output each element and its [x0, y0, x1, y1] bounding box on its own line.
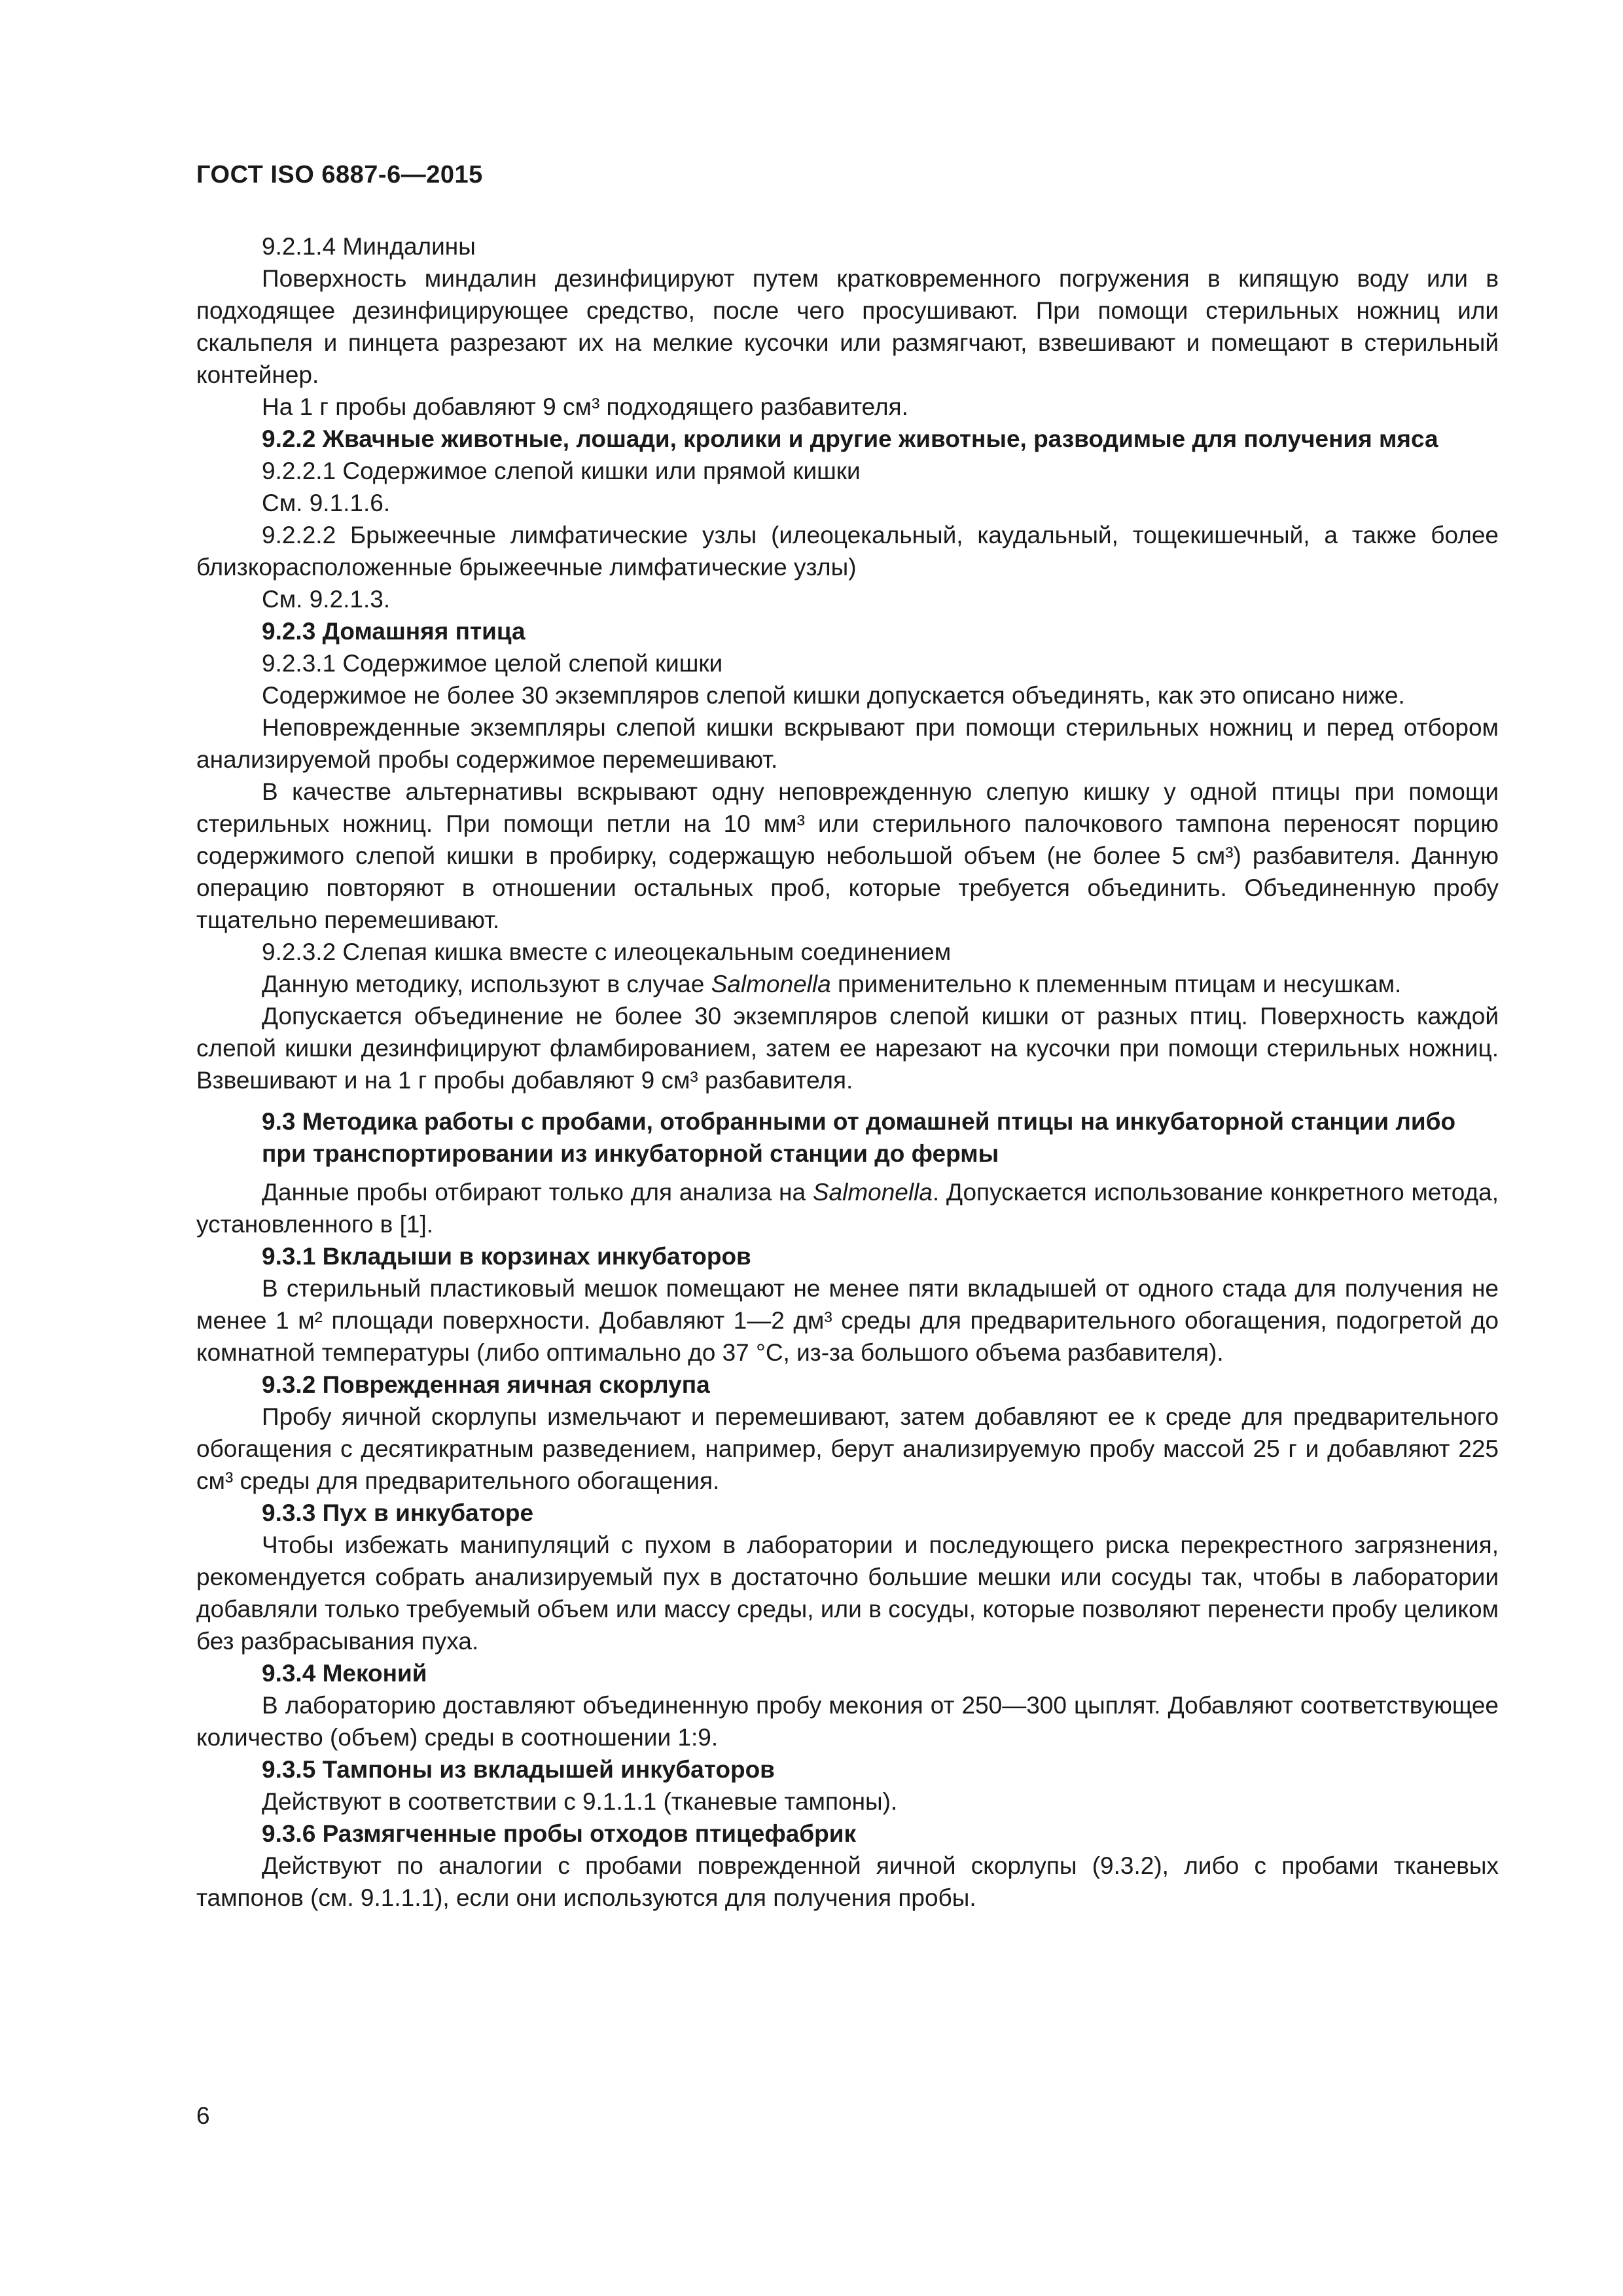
page-number: 6: [196, 2102, 210, 2129]
heading-9-3-2: 9.3.2 Поврежденная яичная скорлупа: [262, 1371, 710, 1398]
paragraph: [196, 1176, 1499, 1240]
paragraph: Пробу яичной скорлупы измельчают и перемешивают, затем добавляют ее к среде для предварительного обогащения с десятикратным разведением, например, берут анализируемую пробу массой 25 г и добавляют 225 см³ среды для предварительного обогащения.: [196, 1403, 1499, 1494]
paragraph: Неповрежденные экземпляры слепой кишки вскрывают при помощи стерильных ножниц и перед отбором анализируемой пробы содержимое перемешивают.: [196, 714, 1499, 773]
paragraph: Действуют в соответствии с 9.1.1.1 (тканевые тампоны).: [262, 1788, 898, 1815]
italic-term: Salmonella: [711, 971, 831, 997]
document-header: ГОСТ ISO 6887-6—2015: [196, 161, 483, 188]
document-body: [196, 230, 1499, 1914]
paragraph: Содержимое не более 30 экземпляров слепой кишки допускается объединять, как это описано ниже.: [262, 682, 1405, 709]
text-run: Данные пробы отбирают только для анализа на: [262, 1179, 813, 1206]
heading-9-3-5: 9.3.5 Тампоны из вкладышей инкубаторов: [262, 1756, 775, 1783]
heading-9-3: 9.3 Методика работы с пробами, отобранными от домашней птицы на инкубаторной станции либо при транспортировании из инкубаторной станции до фермы: [262, 1108, 1456, 1167]
item-9-2-2-1: 9.2.2.1 Содержимое слепой кишки или прямой кишки: [262, 457, 861, 484]
paragraph: [196, 968, 1499, 1000]
paragraph: Поверхность миндалин дезинфицируют путем кратковременного погружения в кипящую воду или в подходящее дезинфицирующее средство, после чего просушивают. При помощи стерильных ножниц или скальпеля и пинцета разрезают их на мелкие кусочки или размягчают, взвешивают и помещают в стерильный контейнер.: [196, 265, 1499, 388]
paragraph: В качестве альтернативы вскрывают одну неповрежденную слепую кишку у одной птицы при помощи стерильных ножниц. При помощи петли на 10 мм³ или стерильного палочкового тампона переносят порцию содержимого слепой кишки в пробирку, содержащую небольшой объем (не более 5 см³) разбавителя. Данную операцию повторяют в отношении остальных проб, которые требуется объединить. Объединенную пробу тщательно перемешивают.: [196, 778, 1499, 933]
text-run: Данную методику, используют в случае: [262, 971, 711, 997]
item-9-2-2-2: 9.2.2.2 Брыжеечные лимфатические узлы (илеоцекальный, каудальный, тощекишечный, а также более близкорасположенные брыжеечные лимфатические узлы): [196, 522, 1499, 581]
heading-9-3-1: 9.3.1 Вкладыши в корзинах инкубаторов: [262, 1243, 751, 1270]
italic-term: Salmonella: [812, 1179, 933, 1206]
heading-9-3-4: 9.3.4 Меконий: [262, 1660, 427, 1687]
text-run: применительно к племенным птицам и несушкам.: [830, 971, 1402, 997]
heading-9-3-6: 9.3.6 Размягченные пробы отходов птицефабрик: [262, 1820, 857, 1847]
heading-9-2-2: 9.2.2 Жвачные животные, лошади, кролики и другие животные, разводимые для получения мяса: [262, 425, 1438, 452]
paragraph: См. 9.1.1.6.: [262, 490, 391, 516]
paragraph: В лабораторию доставляют объединенную пробу мекония от 250—300 цыплят. Добавляют соответствующее количество (объем) среды в соотношении 1:9.: [196, 1692, 1499, 1751]
paragraph: Чтобы избежать манипуляций с пухом в лаборатории и последующего риска перекрестного загрязнения, рекомендуется собрать анализируемый пух в достаточно большие мешки или сосуды так, чтобы в лаборатории добавляли только требуемый объем или массу среды, или в сосуды, которые позволяют перенести пробу целиком без разбрасывания пуха.: [196, 1532, 1499, 1655]
text-run: . Допускается использование конкретного метода, установленного в [1].: [196, 1179, 1499, 1238]
paragraph: Действуют по аналогии с пробами поврежденной яичной скорлупы (9.3.2), либо с пробами тканевых тампонов (см. 9.1.1.1), если они используются для получения пробы.: [196, 1852, 1499, 1911]
item-9-2-1-4: 9.2.1.4 Миндалины: [262, 233, 476, 260]
heading-9-3-3: 9.3.3 Пух в инкубаторе: [262, 1499, 534, 1526]
paragraph: См. 9.2.1.3.: [262, 586, 391, 613]
paragraph: В стерильный пластиковый мешок помещают не менее пяти вкладышей от одного стада для получения не менее 1 м² площади поверхности. Добавляют 1—2 дм³ среды для предварительного обогащения, подогретой до комнатной температуры (либо оптимально до 37 °С, из-за большого объема разбавителя).: [196, 1275, 1499, 1366]
paragraph: Допускается объединение не более 30 экземпляров слепой кишки от разных птиц. Поверхность каждой слепой кишки дезинфицируют фламбированием, затем ее нарезают на кусочки при помощи стерильных ножниц. Взвешивают и на 1 г пробы добавляют 9 см³ разбавителя.: [196, 1003, 1499, 1094]
item-9-2-3-1: 9.2.3.1 Содержимое целой слепой кишки: [262, 650, 723, 677]
heading-9-2-3: 9.2.3 Домашняя птица: [262, 618, 526, 645]
paragraph: На 1 г пробы добавляют 9 см³ подходящего разбавителя.: [262, 393, 908, 420]
item-9-2-3-2: 9.2.3.2 Слепая кишка вместе с илеоцекальным соединением: [262, 939, 952, 965]
